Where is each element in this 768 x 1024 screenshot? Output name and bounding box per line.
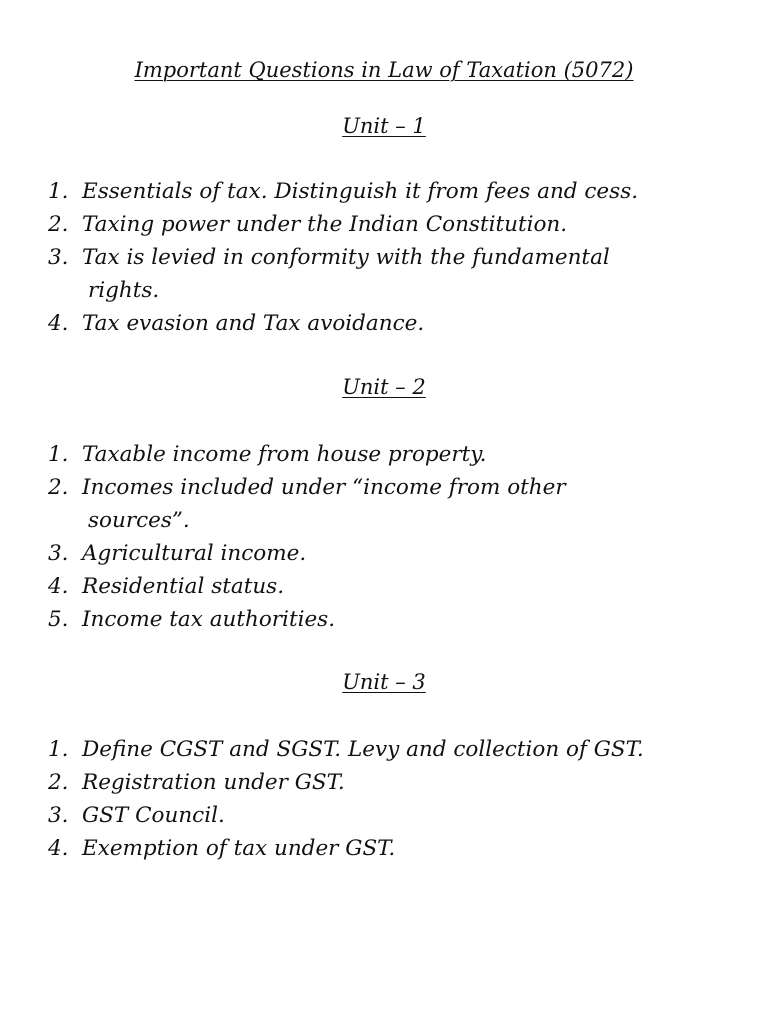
question-text: Exemption of tax under GST. bbox=[82, 836, 396, 861]
question-number: 4. bbox=[48, 311, 69, 336]
question-text: GST Council. bbox=[82, 803, 225, 828]
question-number: 4. bbox=[48, 836, 69, 861]
question-number: 1. bbox=[48, 737, 69, 762]
unit-3-heading: Unit – 3 bbox=[342, 670, 426, 694]
unit-3-question-list bbox=[0, 733, 720, 865]
question-text: Incomes included under “income from other bbox=[82, 475, 566, 500]
question-text: Tax evasion and Tax avoidance. bbox=[82, 311, 425, 336]
question-text: Taxable income from house property. bbox=[82, 442, 487, 467]
question-text: Agricultural income. bbox=[82, 541, 307, 566]
question-text: Income tax authorities. bbox=[82, 607, 336, 632]
question-number: 3. bbox=[48, 245, 69, 270]
question-text: Define CGST and SGST. Levy and collection of GST. bbox=[82, 737, 644, 762]
question-text: Taxing power under the Indian Constitution. bbox=[82, 212, 568, 237]
list-item bbox=[0, 537, 720, 570]
question-number: 1. bbox=[48, 179, 69, 204]
list-item bbox=[0, 241, 720, 307]
question-number: 2. bbox=[48, 212, 69, 237]
unit-2-question-list bbox=[0, 438, 720, 636]
list-item bbox=[0, 832, 720, 865]
list-item bbox=[0, 175, 720, 208]
question-text-continuation: rights. bbox=[88, 278, 160, 303]
list-item bbox=[0, 799, 720, 832]
question-number: 3. bbox=[48, 541, 69, 566]
list-item bbox=[0, 307, 720, 340]
question-number: 5. bbox=[48, 607, 69, 632]
unit-1-question-list bbox=[0, 175, 720, 340]
list-item bbox=[0, 603, 720, 636]
question-number: 2. bbox=[48, 770, 69, 795]
question-number: 3. bbox=[48, 803, 69, 828]
question-text: Essentials of tax. Distinguish it from fees and cess. bbox=[82, 179, 639, 204]
list-item bbox=[0, 733, 720, 766]
unit-1-heading: Unit – 1 bbox=[342, 114, 426, 138]
question-number: 1. bbox=[48, 442, 69, 467]
list-item bbox=[0, 438, 720, 471]
question-text: Registration under GST. bbox=[82, 770, 345, 795]
question-number: 4. bbox=[48, 574, 69, 599]
document-title: Important Questions in Law of Taxation (5072) bbox=[134, 58, 634, 82]
list-item bbox=[0, 766, 720, 799]
list-item bbox=[0, 471, 720, 537]
question-text-continuation: sources”. bbox=[88, 508, 190, 533]
question-text: Tax is levied in conformity with the fundamental bbox=[82, 245, 610, 270]
question-number: 2. bbox=[48, 475, 69, 500]
list-item bbox=[0, 208, 720, 241]
question-text: Residential status. bbox=[82, 574, 285, 599]
list-item bbox=[0, 570, 720, 603]
unit-2-heading: Unit – 2 bbox=[342, 375, 426, 399]
